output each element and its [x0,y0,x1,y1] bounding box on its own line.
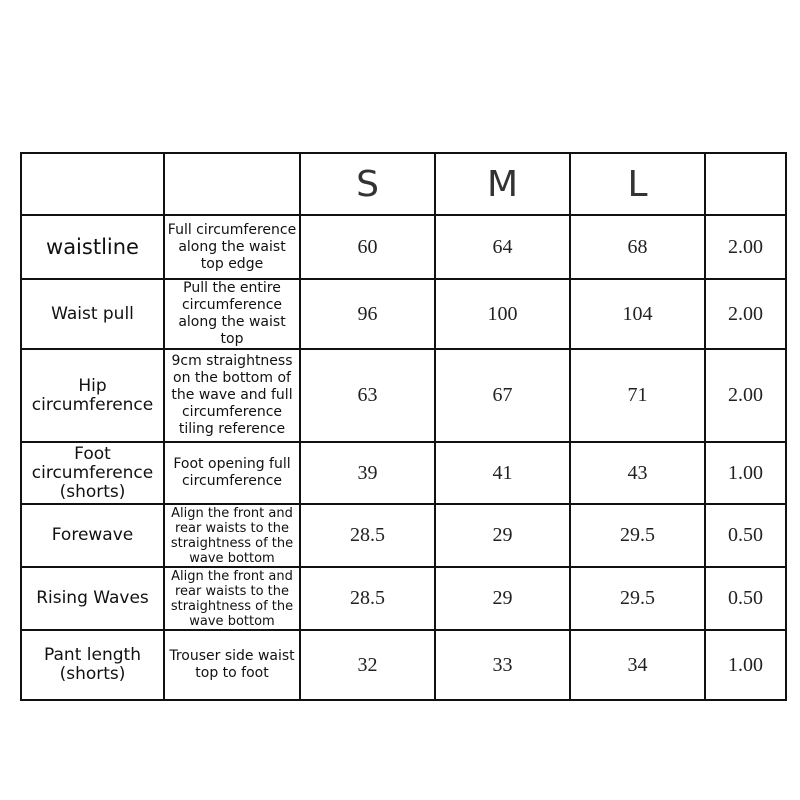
size-value-s: 39 [300,442,435,504]
measurement-name: Pant length (shorts) [21,630,164,700]
measurement-name: Hip circumference [21,349,164,442]
measurement-name: Rising Waves [21,567,164,630]
size-value-s: 28.5 [300,567,435,630]
size-value-l: 71 [570,349,705,442]
table-row [21,504,786,567]
table-row [21,567,786,630]
size-value-m: 33 [435,630,570,700]
table-row [21,349,786,442]
size-value-l: 29.5 [570,567,705,630]
header-empty-cell [21,153,164,215]
tolerance-value: 2.00 [705,279,786,349]
size-value-m: 67 [435,349,570,442]
size-header-m: M [435,153,570,215]
size-header-l: L [570,153,705,215]
tolerance-value: 2.00 [705,215,786,279]
size-chart-table [20,152,787,701]
tolerance-value: 2.00 [705,349,786,442]
measurement-description: Full circumference along the waist top edge [164,215,300,279]
tolerance-value: 1.00 [705,630,786,700]
measurement-description: Pull the entire circumference along the waist top [164,279,300,349]
size-value-m: 100 [435,279,570,349]
measurement-description: Foot opening full circumference [164,442,300,504]
size-value-m: 64 [435,215,570,279]
size-value-m: 41 [435,442,570,504]
header-row [21,153,786,215]
size-value-l: 34 [570,630,705,700]
measurement-name: Foot circumference (shorts) [21,442,164,504]
tolerance-value: 1.00 [705,442,786,504]
measurement-description: Trouser side waist top to foot [164,630,300,700]
tolerance-value: 0.50 [705,504,786,567]
measurement-description: Align the front and rear waists to the straightness of the wave bottom [164,567,300,630]
size-value-s: 63 [300,349,435,442]
header-empty-cell [705,153,786,215]
table-row [21,279,786,349]
tolerance-value: 0.50 [705,567,786,630]
size-value-s: 32 [300,630,435,700]
measurement-name: Forewave [21,504,164,567]
size-value-m: 29 [435,567,570,630]
size-value-s: 96 [300,279,435,349]
header-empty-cell [164,153,300,215]
measurement-description: Align the front and rear waists to the straightness of the wave bottom [164,504,300,567]
table-row [21,630,786,700]
size-value-m: 29 [435,504,570,567]
size-value-s: 28.5 [300,504,435,567]
table-row [21,442,786,504]
measurement-name: waistline [21,215,164,279]
size-header-s: S [300,153,435,215]
measurement-description: 9cm straightness on the bottom of the wave and full circumference tiling reference [164,349,300,442]
table-row [21,215,786,279]
measurement-name: Waist pull [21,279,164,349]
size-value-l: 104 [570,279,705,349]
size-value-s: 60 [300,215,435,279]
size-value-l: 29.5 [570,504,705,567]
size-value-l: 43 [570,442,705,504]
size-value-l: 68 [570,215,705,279]
